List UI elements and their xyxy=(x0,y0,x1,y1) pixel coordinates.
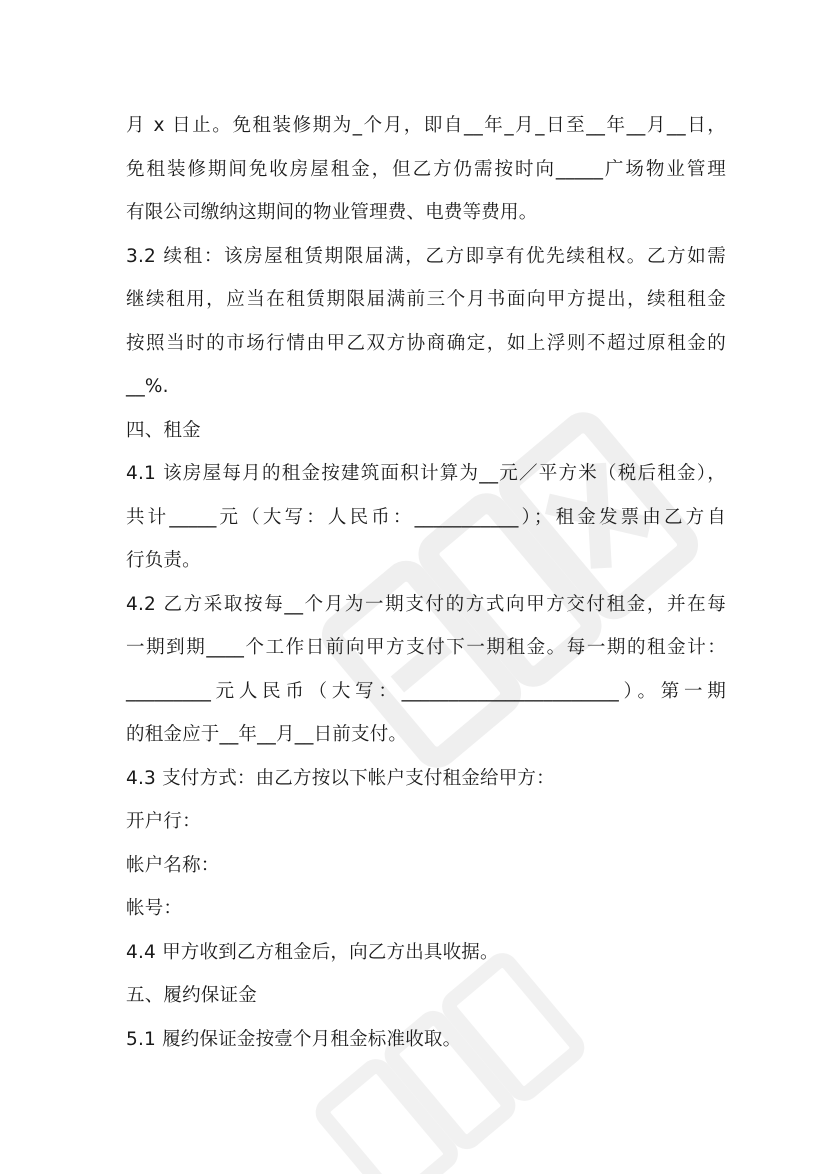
body-line: 一期到期____个工作日前向甲方支付下一期租金。每一期的租金计： xyxy=(126,637,726,658)
body-line: 月 x 日止。免租装修期为_个月，即自__年_月_日至__年__月__日， xyxy=(126,115,726,136)
body-line: _________元人民币（大写：_______________________）。第一期 xyxy=(126,680,726,702)
body-line: 有限公司缴纳这期间的物业管理费、电费等费用。 xyxy=(126,202,538,223)
body-line: 继续租用，应当在租赁期限届满前三个月书面向甲方提出，续租租金 xyxy=(126,289,726,310)
body-line: 共计_____元（大写：人民币：___________）；租金发票由乙方自 xyxy=(126,506,726,528)
bank-field-label: 开户行： xyxy=(126,811,201,832)
account-number-label: 帐号： xyxy=(126,898,183,919)
section-heading-deposit: 五、履约保证金 xyxy=(126,985,257,1006)
document-body xyxy=(126,104,726,1061)
body-line: __%. xyxy=(126,376,169,397)
body-line: 按照当时的市场行情由甲乙双方协商确定，如上浮则不超过原租金的 xyxy=(126,332,726,354)
clause-4-4: 4.4 甲方收到乙方租金后，向乙方出具收据。 xyxy=(126,941,499,963)
clause-4-2: 4.2 乙方采取按每__个月为一期支付的方式向甲方交付租金，并在每 xyxy=(126,593,726,615)
body-line: 行负责。 xyxy=(126,550,201,571)
clause-5-1: 5.1 履约保证金按壹个月租金标准收取。 xyxy=(126,1028,462,1050)
body-line: 免租装修期间免收房屋租金，但乙方仍需按时向_____广场物业管理 xyxy=(126,158,726,180)
clause-3-2: 3.2 续租：该房屋租赁期限届满，乙方即享有优先续租权。乙方如需 xyxy=(126,245,726,267)
clause-4-3: 4.3 支付方式：由乙方按以下帐户支付租金给甲方： xyxy=(126,767,555,789)
account-name-label: 帐户名称： xyxy=(126,854,220,876)
clause-4-1: 4.1 该房屋每月的租金按建筑面积计算为__元／平方米（税后租金）， xyxy=(126,463,726,484)
body-line: 的租金应于__年__月__日前支付。 xyxy=(126,724,408,745)
section-heading-rent: 四、租金 xyxy=(126,419,201,441)
